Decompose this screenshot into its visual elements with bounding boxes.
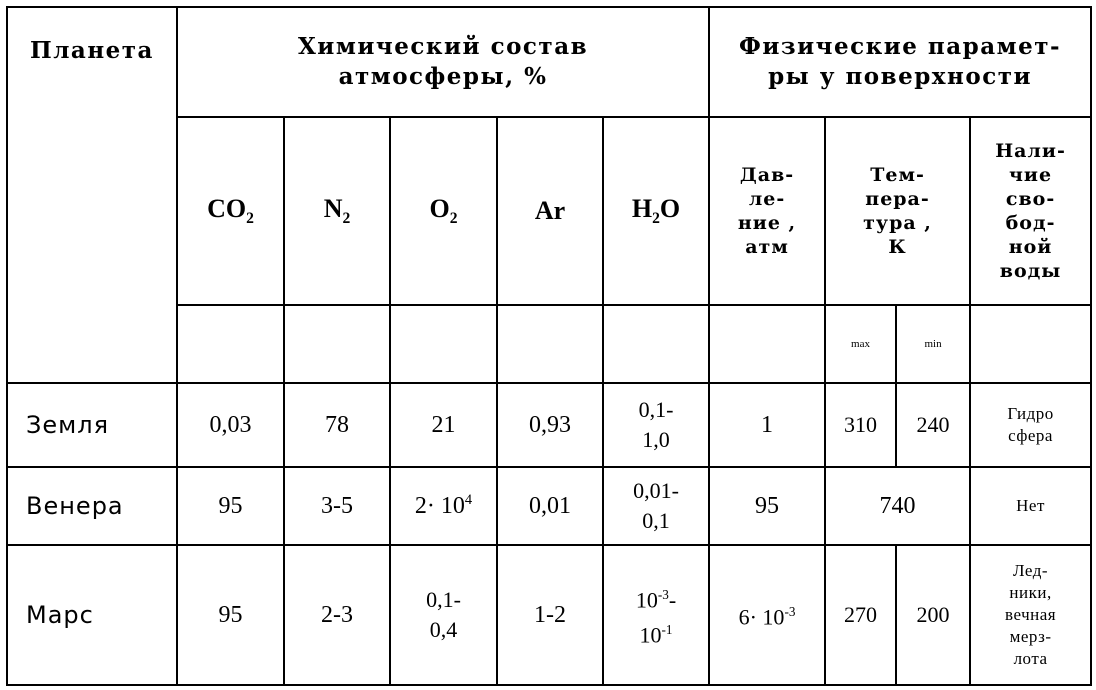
temperature-header: Тем- пера- тура , К	[825, 117, 970, 305]
gas-co2-header: $CO_2$	[177, 117, 284, 305]
chem-header-line-2: атмосферы, %	[338, 63, 548, 90]
free-water-value: Гидро сфера	[970, 383, 1091, 467]
n2-value: 3-5	[284, 467, 390, 545]
co2-value: 95	[177, 545, 284, 685]
empty-cell	[603, 305, 709, 383]
o2-value: 21	[390, 383, 497, 467]
phys-header-line-1: Физические парамет-	[739, 33, 1062, 60]
physical-params-header	[709, 7, 1091, 117]
o2-value: $2\cdot 10^4$	[390, 467, 497, 545]
temp-max-value: 310	[825, 383, 896, 467]
temp-min-value: 240	[896, 383, 970, 467]
pressure-header: Дав- ле- ние , атм	[709, 117, 825, 305]
planet-header: Планета	[30, 37, 154, 64]
empty-cell	[497, 305, 603, 383]
empty-cell	[970, 305, 1091, 383]
pressure-value: 1	[709, 383, 825, 467]
pressure-value: 95	[709, 467, 825, 545]
h2o-value: 0,01- 0,1	[603, 467, 709, 545]
empty-cell	[284, 305, 390, 383]
planet-atmosphere-table	[6, 6, 1092, 686]
co2-value: 0,03	[177, 383, 284, 467]
h2o-value: $10^{-3}-$ $10^{-1}$	[603, 545, 709, 685]
temp-min-label: min	[896, 305, 970, 383]
chemical-composition-header	[177, 7, 709, 117]
empty-cell	[390, 305, 497, 383]
temp-max-value: 270	[825, 545, 896, 685]
gas-h2o-header: $H_2O$	[603, 117, 709, 305]
temperature-value: 740	[825, 467, 970, 545]
gas-o2-header: $O_2$	[390, 117, 497, 305]
table-row	[7, 545, 1091, 685]
ar-value: 0,93	[497, 383, 603, 467]
free-water-value: Лед- ники, вечная мерз- лота	[970, 545, 1091, 685]
h2o-value: 0,1- 1,0	[603, 383, 709, 467]
planet-name: Земля	[7, 383, 177, 467]
gas-ar-header: Ar	[497, 117, 603, 305]
gas-n2-header: $N_2$	[284, 117, 390, 305]
ar-value: 0,01	[497, 467, 603, 545]
co2-value: 95	[177, 467, 284, 545]
table-row	[7, 383, 1091, 467]
n2-value: 78	[284, 383, 390, 467]
empty-cell	[709, 305, 825, 383]
planet-name: Венера	[7, 467, 177, 545]
planet-header-cell	[7, 7, 177, 383]
empty-cell	[177, 305, 284, 383]
free-water-header: Нали- чие сво- бод- ной воды	[970, 117, 1091, 305]
chem-header-line-1: Химический состав	[297, 33, 589, 60]
pressure-value: $6\cdot 10^{-3}$	[709, 545, 825, 685]
n2-value: 2-3	[284, 545, 390, 685]
planet-name: Марс	[7, 545, 177, 685]
temp-min-value: 200	[896, 545, 970, 685]
free-water-value: Нет	[970, 467, 1091, 545]
temp-max-label: max	[825, 305, 896, 383]
table-row	[7, 467, 1091, 545]
ar-value: 1-2	[497, 545, 603, 685]
o2-value: 0,1- 0,4	[390, 545, 497, 685]
phys-header-line-2: ры у поверхности	[768, 63, 1033, 90]
